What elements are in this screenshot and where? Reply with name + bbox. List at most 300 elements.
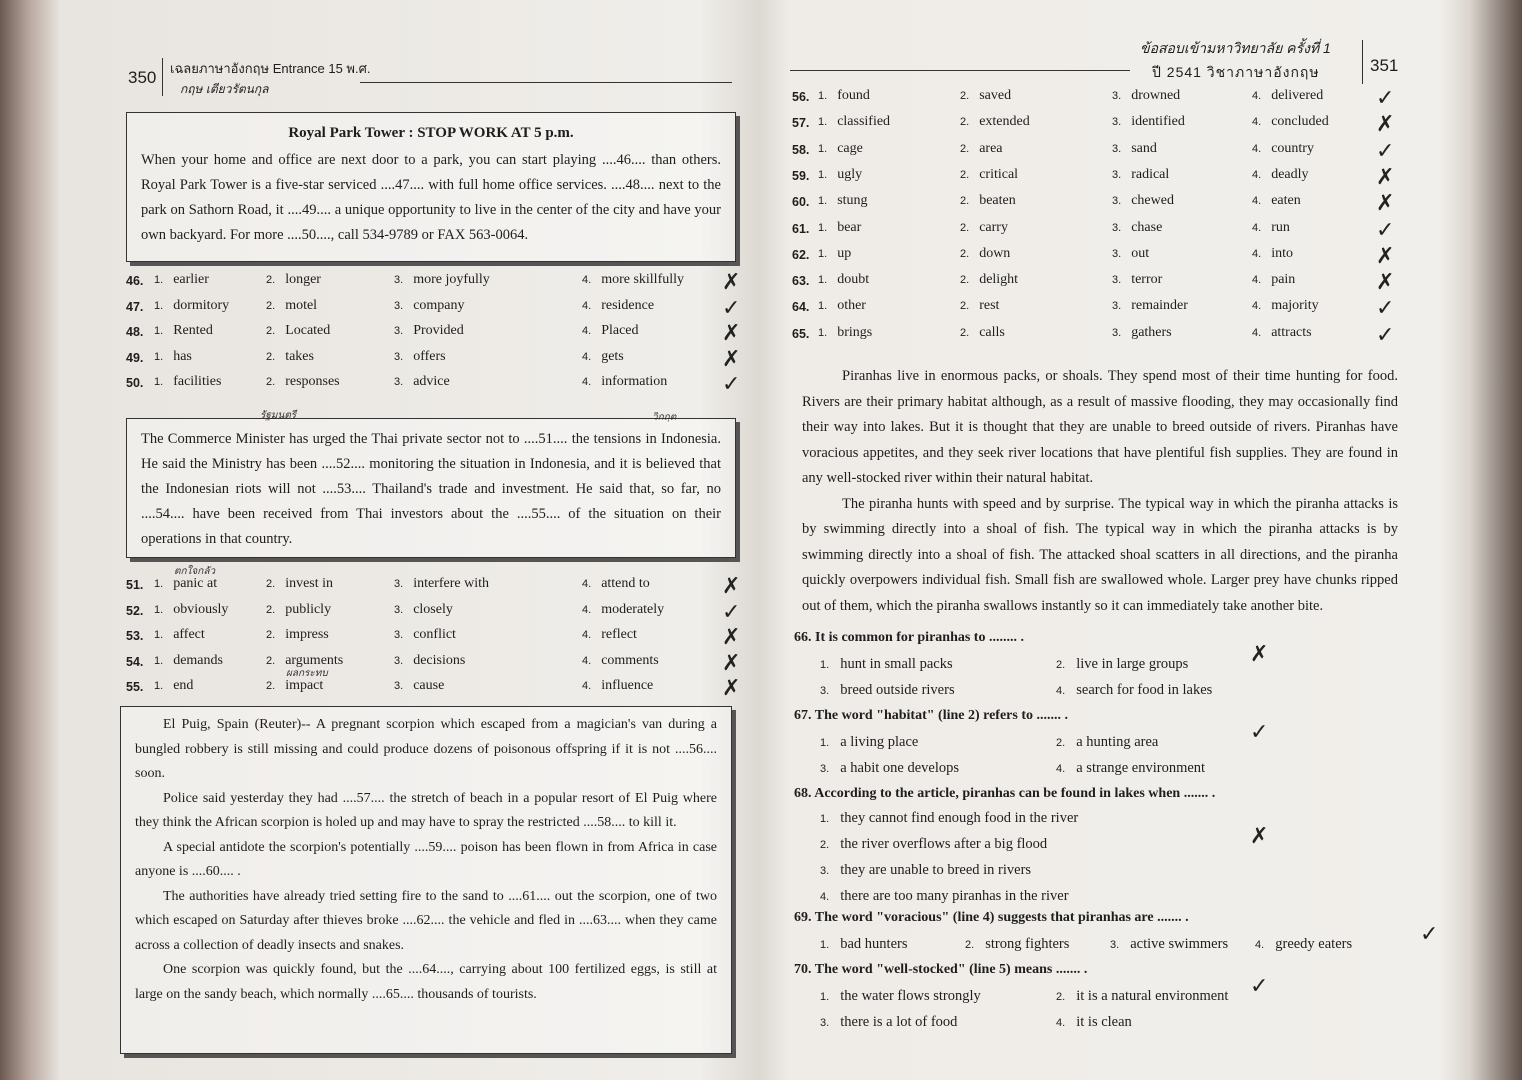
question-number: 50. (126, 376, 144, 390)
answer-option[interactable] (266, 323, 330, 339)
answer-option[interactable] (154, 349, 192, 365)
option-number: 3. (820, 685, 833, 697)
answer-option[interactable] (266, 627, 329, 643)
option-text: motel (285, 297, 318, 313)
answer-option[interactable] (394, 678, 444, 694)
answer-option[interactable] (818, 298, 866, 314)
question-row (126, 566, 746, 600)
answer-option[interactable] (266, 349, 314, 365)
option-number: 4. (582, 325, 592, 337)
answer-option[interactable] (960, 220, 1008, 236)
option-text: Rented (173, 323, 213, 338)
option-number: 2. (820, 839, 833, 851)
option-text: other (837, 298, 866, 314)
option-text: the water flows strongly (840, 988, 981, 1004)
cross-mark-icon: ✗ (722, 650, 741, 676)
answer-option[interactable] (1252, 193, 1301, 209)
answer-option[interactable] (1252, 220, 1290, 236)
check-mark-icon: ✓ (1420, 922, 1439, 947)
answer-option[interactable] (820, 810, 1078, 827)
answer-option[interactable] (1255, 936, 1352, 953)
check-mark-icon: ✓ (722, 599, 741, 625)
option-number: 1. (154, 578, 164, 590)
question-number: 62. (792, 247, 810, 262)
question-stem: 68. According to the article, piranhas can be found in lakes when ....... . (794, 786, 1216, 801)
answer-option[interactable] (820, 656, 953, 673)
option-text: into (1271, 245, 1293, 261)
answer-option[interactable] (960, 272, 1018, 288)
option-number: 2. (266, 654, 276, 667)
option-number: 3. (1112, 168, 1122, 181)
answer-option[interactable] (394, 576, 489, 592)
header-rule (790, 70, 1130, 71)
answer-option[interactable] (394, 298, 465, 314)
answer-option[interactable] (1112, 88, 1180, 104)
option-text: impact (285, 678, 324, 693)
option-text: ugly (837, 166, 863, 182)
answer-option[interactable] (1112, 325, 1172, 341)
option-number: 1. (818, 90, 828, 102)
question-row (792, 164, 1412, 191)
answer-option[interactable] (154, 602, 228, 618)
question-row (792, 322, 1412, 349)
option-text: saved (979, 88, 1012, 103)
answer-option[interactable] (1110, 936, 1228, 953)
option-number: 3. (394, 603, 404, 616)
option-text: hunt in small packs (840, 656, 953, 672)
answer-option[interactable] (1112, 220, 1162, 236)
option-text: residence (601, 297, 655, 313)
answer-option[interactable] (818, 193, 868, 209)
answer-option[interactable] (1252, 167, 1309, 183)
answer-option[interactable] (154, 272, 209, 288)
answer-option[interactable] (1112, 272, 1162, 288)
check-mark-icon: ✓ (1376, 296, 1395, 322)
answer-option[interactable] (960, 325, 1005, 341)
answer-option[interactable] (1056, 656, 1188, 673)
option-number: 4. (582, 654, 592, 667)
option-text: facilities (173, 374, 222, 389)
answer-option[interactable] (394, 374, 450, 390)
option-text: calls (979, 324, 1005, 340)
header-divider (162, 58, 163, 96)
option-text: more skillfully (601, 272, 685, 287)
option-text: sand (1131, 140, 1157, 156)
answer-option[interactable] (1056, 1014, 1132, 1031)
option-text: stung (837, 193, 868, 209)
answer-option[interactable] (960, 193, 1016, 209)
answer-option[interactable] (818, 114, 890, 130)
question-number: 63. (792, 274, 810, 289)
option-number: 1. (154, 274, 164, 286)
option-number: 1. (154, 680, 164, 692)
check-mark-icon: ✓ (722, 372, 741, 397)
answer-option[interactable] (582, 374, 667, 390)
answer-option[interactable] (960, 88, 1011, 104)
question-number: 61. (792, 221, 810, 236)
option-text: Placed (601, 323, 639, 338)
cross-mark-icon: ✗ (722, 676, 741, 701)
answer-option[interactable] (1056, 988, 1228, 1005)
answer-option[interactable] (960, 114, 1030, 130)
question-number: 47. (126, 299, 144, 314)
answer-option[interactable] (582, 678, 653, 694)
page-number: 350 (128, 68, 157, 87)
option-text: affect (173, 627, 205, 642)
option-text: a strange environment (1076, 760, 1206, 776)
option-text: dormitory (173, 297, 230, 313)
answer-option[interactable] (582, 653, 659, 669)
cross-mark-icon: ✗ (1376, 270, 1395, 296)
handwritten-note: ผลกระทบ (286, 668, 328, 679)
cross-mark-icon: ✗ (722, 346, 741, 372)
option-number: 2. (266, 350, 276, 363)
answer-option[interactable] (1252, 88, 1323, 104)
piranha-passage (802, 364, 1398, 619)
option-number: 4. (582, 299, 592, 312)
answer-option[interactable] (820, 836, 1047, 853)
answer-option[interactable] (818, 325, 872, 341)
option-number: 3. (394, 629, 404, 641)
option-number: 4. (1252, 221, 1262, 234)
option-text: moderately (601, 601, 665, 617)
option-text: invest in (285, 576, 334, 591)
option-text: found (837, 88, 870, 103)
answer-option[interactable] (820, 760, 959, 777)
option-text: longer (285, 272, 321, 287)
question-row (126, 668, 746, 702)
option-text: decisions (413, 652, 466, 668)
option-text: responses (285, 374, 340, 389)
option-number: 4. (820, 891, 833, 903)
question-stem: 70. The word "well-stocked" (line 5) means ....... . (794, 962, 1088, 977)
option-text: gets (601, 348, 624, 364)
answer-option[interactable] (1112, 114, 1185, 130)
answer-option[interactable] (1112, 167, 1169, 183)
answer-option[interactable] (582, 602, 664, 618)
answer-option[interactable] (582, 576, 650, 592)
answer-option[interactable] (1056, 734, 1158, 751)
answer-option[interactable] (820, 936, 907, 953)
question-number: 56. (792, 90, 810, 104)
answer-option[interactable] (818, 141, 863, 157)
answer-option[interactable] (154, 678, 193, 694)
cross-mark-icon: ✗ (722, 574, 741, 599)
option-number: 1. (818, 195, 828, 208)
answer-option[interactable] (394, 272, 490, 288)
answer-option[interactable] (820, 1014, 957, 1031)
option-text: interfere with (413, 576, 489, 591)
option-text: arguments (285, 652, 344, 668)
option-number: 3. (820, 763, 833, 775)
option-number: 4. (582, 629, 592, 641)
option-text: publicly (285, 601, 332, 617)
answer-option[interactable] (960, 141, 1003, 157)
answer-option[interactable] (394, 653, 465, 669)
option-number: 2. (266, 274, 276, 286)
question-row (792, 243, 1412, 270)
answer-option[interactable] (582, 627, 637, 643)
check-mark-icon: ✓ (1376, 86, 1395, 111)
question-row (126, 323, 746, 347)
option-number: 4. (1252, 326, 1262, 339)
answer-option[interactable] (820, 682, 955, 699)
cross-mark-icon: ✗ (722, 625, 741, 650)
question-row (792, 217, 1412, 244)
cross-mark-icon: ✗ (1250, 824, 1269, 849)
answer-option[interactable] (394, 349, 446, 365)
handwritten-note: รัฐมนตรี (260, 410, 297, 421)
option-text: gathers (1131, 324, 1172, 340)
option-number: 2. (960, 142, 970, 155)
answer-option[interactable] (266, 576, 333, 592)
header-subtitle: ปี 2541 วิชาภาษาอังกฤษ (1152, 64, 1320, 80)
option-number: 2. (960, 274, 970, 287)
question-number: 54. (126, 654, 144, 669)
option-number: 4. (582, 578, 592, 590)
option-text: company (413, 297, 465, 313)
question-stem: 66. It is common for piranhas to ........ . (794, 630, 1024, 645)
question-row (126, 374, 746, 398)
option-text: they cannot find enough food in the river (840, 810, 1079, 826)
option-number: 4. (582, 376, 592, 388)
answer-option[interactable] (820, 862, 1031, 879)
option-number: 3. (1112, 300, 1122, 313)
option-text: takes (285, 348, 314, 364)
question-number: 51. (126, 578, 144, 592)
answer-option[interactable] (582, 272, 684, 288)
page-number: 351 (1370, 56, 1399, 75)
answer-option[interactable] (394, 323, 464, 339)
option-number: 2. (1056, 737, 1069, 749)
cross-mark-icon: ✗ (1250, 642, 1269, 667)
answer-option[interactable] (818, 88, 870, 104)
option-number: 3. (394, 274, 404, 286)
question-number: 53. (126, 629, 144, 643)
option-text: breed outside rivers (840, 682, 955, 698)
passage-paragraph: The piranha hunts with speed and by surprise. The typical way in which the piranha attacks is by swimming directly into a shoal of fish. The typical way in which the piranha attacks is by swimming directly into a shoal of fish. The attacked shoal scatters in all directions, and the piranha quickly overpowers individual fish. Small fish are swallowed whole. Larger prey have chunks ripped out of them, which the piranha swallows instantly so it can immediately take another bite. (802, 495, 1398, 614)
option-number: 2. (960, 195, 970, 208)
answer-option[interactable] (266, 298, 317, 314)
answer-option[interactable] (820, 888, 1069, 905)
option-text: eaten (1271, 193, 1301, 209)
option-text: country (1271, 140, 1314, 156)
answer-option[interactable] (394, 627, 456, 643)
question-row (792, 272, 1412, 296)
option-text: chase (1131, 219, 1163, 235)
question-stem: 69. The word "voracious" (line 4) suggests that piranhas are ....... . (794, 910, 1189, 925)
answer-option[interactable] (818, 246, 851, 262)
cross-mark-icon: ✗ (1376, 243, 1395, 269)
option-text: extended (979, 114, 1030, 130)
option-text: strong fighters (985, 936, 1070, 952)
question-number: 55. (126, 680, 144, 694)
answer-option[interactable] (960, 246, 1010, 262)
answer-option[interactable] (1252, 325, 1312, 341)
cross-mark-icon: ✗ (1376, 191, 1395, 217)
option-number: 3. (820, 1017, 833, 1029)
answer-option[interactable] (154, 374, 221, 390)
passage-paragraph: A special antidote the scorpion's potentially ....59.... poison has been flown in from Africa in case anyone is ....60.... . (135, 839, 717, 879)
option-text: delight (979, 272, 1019, 288)
option-text: bear (837, 219, 862, 235)
option-text: a habit one develops (840, 760, 960, 776)
answer-option[interactable] (154, 298, 229, 314)
option-number: 1. (820, 813, 833, 825)
answer-option[interactable] (1252, 246, 1293, 262)
header-title: เฉลยภาษาอังกฤษ Entrance 15 พ.ศ. (170, 61, 371, 76)
answer-option[interactable] (1252, 114, 1329, 130)
question-number: 49. (126, 350, 144, 365)
option-text: majority (1271, 298, 1319, 314)
option-number: 4. (582, 680, 592, 692)
option-text: doubt (837, 272, 870, 288)
option-number: 1. (818, 300, 828, 313)
option-number: 1. (154, 603, 164, 616)
option-text: panic at (173, 576, 218, 591)
option-number: 2. (960, 90, 970, 102)
check-mark-icon: ✓ (1250, 974, 1269, 999)
option-number: 2. (266, 603, 276, 616)
question-number: 64. (792, 300, 810, 315)
answer-option[interactable] (1252, 141, 1314, 157)
cross-mark-icon: ✗ (722, 270, 741, 295)
answer-option[interactable] (154, 627, 205, 643)
option-text: end (173, 678, 194, 693)
option-number: 1. (818, 326, 828, 339)
option-number: 4. (582, 274, 592, 286)
answer-option[interactable] (266, 272, 321, 288)
question-number: 48. (126, 325, 144, 339)
option-text: Located (285, 323, 331, 338)
option-number: 3. (1112, 116, 1122, 129)
option-number: 1. (820, 939, 833, 951)
answer-option[interactable] (394, 602, 453, 618)
option-number: 2. (1056, 659, 1069, 671)
answer-option[interactable] (965, 936, 1069, 953)
option-number: 4. (1252, 247, 1262, 260)
option-text: reflect (601, 627, 637, 642)
answer-option[interactable] (820, 734, 918, 751)
answer-option[interactable] (1056, 682, 1212, 699)
option-text: search for food in lakes (1076, 682, 1213, 698)
answer-option[interactable] (1112, 141, 1157, 157)
option-text: offers (413, 348, 446, 364)
option-number: 2. (266, 299, 276, 312)
question-number: 57. (792, 116, 810, 131)
option-number: 4. (1056, 1017, 1069, 1029)
answer-option[interactable] (582, 298, 654, 314)
option-number: 3. (394, 350, 404, 363)
answer-option[interactable] (582, 349, 624, 365)
option-number: 3. (394, 325, 404, 337)
option-number: 1. (820, 991, 833, 1003)
answer-option[interactable] (266, 602, 331, 618)
option-text: they are unable to breed in rivers (840, 862, 1032, 878)
option-number: 3. (820, 865, 833, 877)
passage-paragraph: One scorpion was quickly found, but the ....64...., carrying about 100 fertilized eggs, is still at large on the sandy beach, which normally ....65.... thousands of tourists. (135, 962, 717, 1002)
question-row (126, 295, 746, 322)
answer-option[interactable] (582, 323, 639, 339)
option-text: beaten (979, 193, 1016, 209)
option-text: area (979, 140, 1003, 156)
option-text: conflict (413, 627, 456, 642)
answer-option[interactable] (818, 220, 861, 236)
option-text: brings (837, 324, 873, 340)
answer-option[interactable] (154, 323, 213, 339)
option-number: 2. (266, 376, 276, 388)
check-mark-icon: ✓ (1376, 217, 1395, 243)
passage-text: When your home and office are next door to a park, you can start playing ....46.... than others. Royal Park Tower is a five-star serviced ....47.... with full home office services. ....48.... next to the park on Sathorn Road, it ....49.... a unique opportunity to live in the center of the city and have your own backyard. For more ....50...., call 534-9789 or FAX 563-0064. (141, 152, 721, 243)
passage-box-commerce (126, 418, 736, 558)
option-number: 4. (582, 350, 592, 363)
option-number: 2. (960, 221, 970, 234)
answer-option[interactable] (1112, 193, 1174, 209)
option-number: 3. (1112, 247, 1122, 260)
option-number: 4. (1056, 763, 1069, 775)
answer-option[interactable] (1056, 760, 1205, 777)
question-row (126, 272, 746, 296)
option-text: it is clean (1076, 1014, 1132, 1030)
option-number: 2. (266, 629, 276, 641)
option-number: 3. (394, 299, 404, 312)
option-text: identified (1131, 114, 1185, 130)
answer-option[interactable] (818, 272, 869, 288)
option-number: 4. (1252, 90, 1262, 102)
passage-paragraph: Piranhas live in enormous packs, or shoals. They spend most of their time hunting for food. Rivers are their primary habitat although, as a result of massive flooding, they may occasionally find their way into lakes. But it is thought that they are unable to breed outside of rivers. Piranhas have voracious appetites, and they seek river locations that have plentiful fish supplies. They are found in any well-stocked river within their natural habitat. (802, 368, 1398, 486)
option-number: 4. (1252, 195, 1262, 208)
option-number: 3. (1112, 274, 1122, 287)
option-number: 3. (1112, 195, 1122, 208)
answer-option[interactable] (1252, 298, 1319, 314)
option-number: 1. (154, 629, 164, 641)
question-number: 46. (126, 274, 144, 288)
answer-option[interactable] (154, 653, 223, 669)
question-row (792, 193, 1412, 217)
question-row (126, 599, 746, 626)
option-text: drowned (1131, 88, 1181, 103)
passage-box-royal-park (126, 112, 736, 262)
handwritten-note: ตกใจกลัว (174, 566, 216, 577)
answer-option[interactable] (1112, 298, 1188, 314)
option-text: attend to (601, 576, 650, 591)
answer-option[interactable] (818, 167, 862, 183)
option-number: 2. (266, 680, 276, 692)
option-number: 1. (818, 274, 828, 287)
option-number: 1. (154, 325, 164, 337)
answer-option[interactable] (820, 988, 981, 1005)
option-number: 3. (394, 376, 404, 388)
option-text: deadly (1271, 166, 1309, 182)
option-number: 1. (154, 350, 164, 363)
answer-option[interactable] (1112, 246, 1149, 262)
option-number: 3. (1112, 90, 1122, 102)
answer-option[interactable] (960, 298, 999, 314)
answer-option[interactable] (960, 167, 1018, 183)
option-number: 3. (1112, 326, 1122, 339)
option-number: 4. (1252, 168, 1262, 181)
answer-option[interactable] (266, 374, 340, 390)
left-page (60, 0, 760, 1080)
option-number: 2. (960, 300, 970, 313)
option-text: classified (837, 114, 891, 130)
passage-paragraph: The authorities have already tried setting fire to the sand to ....61.... out the scorpion, one of two which escaped on Saturday after thieves broke ....62.... the vehicle and fled in ....63.... when they came across a collection of deadly insects and snakes. (135, 888, 717, 953)
option-text: chewed (1131, 193, 1174, 209)
answer-option[interactable] (1252, 272, 1295, 288)
option-text: down (979, 245, 1011, 261)
option-number: 2. (965, 939, 978, 951)
option-number: 2. (1056, 991, 1069, 1003)
